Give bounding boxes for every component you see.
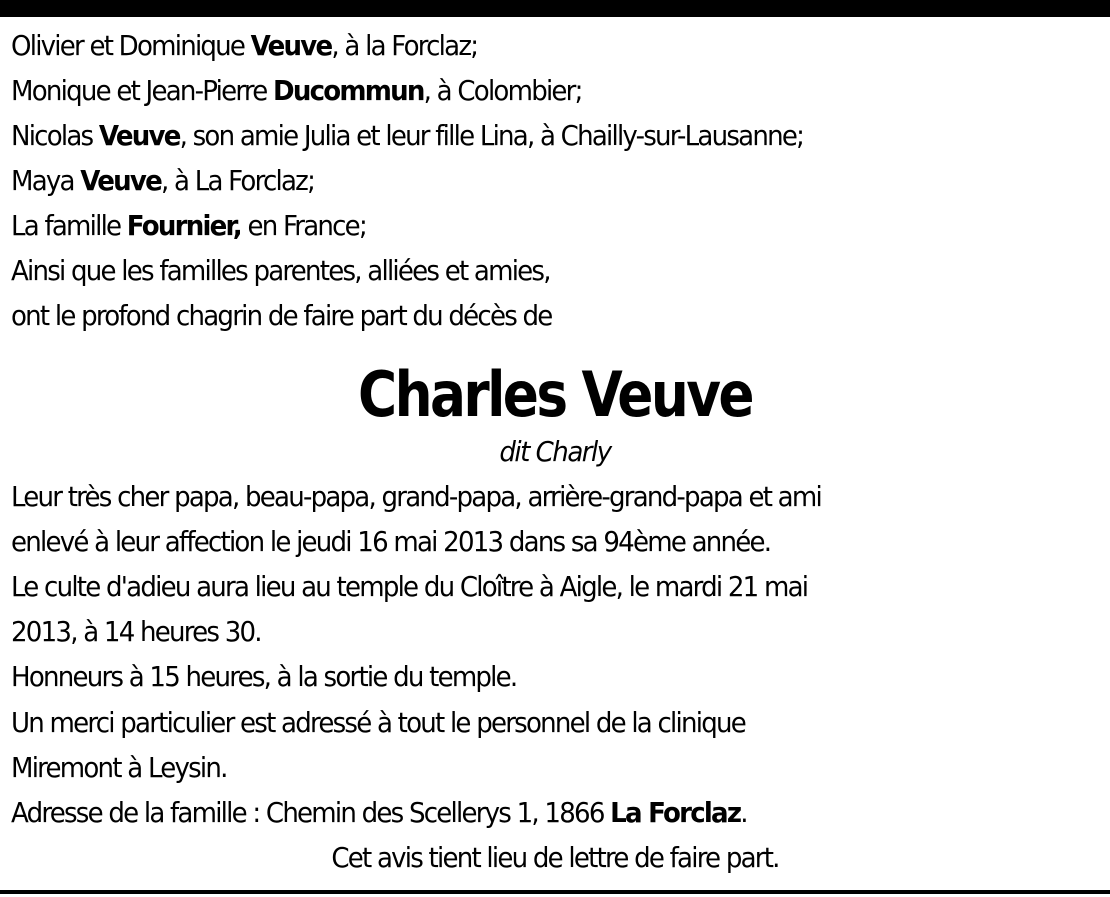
family-line-2 — [11, 68, 1025, 113]
top-border-rule — [0, 0, 1110, 17]
bottom-border-rule — [0, 890, 1110, 894]
family-line-5-text: La famille — [11, 209, 127, 242]
family-line-1 — [11, 23, 1025, 68]
family-address-place: La Forclaz — [610, 796, 741, 829]
family-line-3-text: Nicolas — [11, 119, 99, 152]
family-line-5-place: en France; — [240, 209, 366, 242]
family-line-4 — [11, 158, 1025, 203]
thanks-line-2: Miremont à Leysin. — [11, 751, 227, 784]
ceremony-line-1: Le culte d'adieu aura lieu au temple du Cloître à Aigle, le mardi 21 mai — [11, 570, 808, 603]
closing-notice: Cet avis tient lieu de lettre de faire part. — [331, 841, 779, 874]
obituary-notice — [11, 23, 1101, 880]
family-line-5 — [11, 203, 1025, 248]
family-address — [11, 790, 1025, 835]
family-line-1-text: Olivier et Dominique — [11, 29, 251, 62]
ceremony-line-2: 2013, à 14 heures 30. — [11, 615, 261, 648]
tribute-line-1: Leur très cher papa, beau-papa, grand-papa, arrière-grand-papa et ami — [11, 480, 821, 513]
deceased-name: Charles Veuve — [358, 358, 752, 431]
honours-line: Honneurs à 15 heures, à la sortie du temple. — [11, 660, 517, 693]
family-line-1-surname: Veuve — [250, 29, 332, 62]
family-line-3-place: , son amie Julia et leur fille Lina, à Chailly-sur-Lausanne; — [179, 119, 804, 152]
family-line-4-surname: Veuve — [80, 164, 161, 197]
family-line-6: Ainsi que les familles parentes, alliées et amies, — [11, 254, 550, 287]
announcement-line: ont le profond chagrin de faire part du décès de — [11, 299, 552, 332]
family-address-text: Adresse de la famille : Chemin des Scellerys 1, 1866 — [11, 796, 611, 829]
family-address-end: . — [740, 796, 747, 829]
family-line-4-text: Maya — [11, 164, 81, 197]
family-line-2-text: Monique et Jean-Pierre — [11, 74, 273, 107]
family-line-1-place: , à la Forclaz; — [331, 29, 478, 62]
family-line-2-surname: Ducommun — [272, 74, 424, 107]
family-line-3-surname: Veuve — [98, 119, 180, 152]
tribute-line-2: enlevé à leur affection le jeudi 16 mai 2013 dans sa 94ème année. — [11, 525, 771, 558]
family-line-5-surname: Fournier, — [126, 209, 241, 242]
family-line-2-place: , à Colombier; — [423, 74, 582, 107]
thanks-line-1: Un merci particulier est adressé à tout le personnel de la clinique — [11, 706, 745, 739]
family-line-3 — [11, 113, 1025, 158]
family-line-4-place: , à La Forclaz; — [160, 164, 315, 197]
deceased-nickname: dit Charly — [499, 435, 611, 468]
